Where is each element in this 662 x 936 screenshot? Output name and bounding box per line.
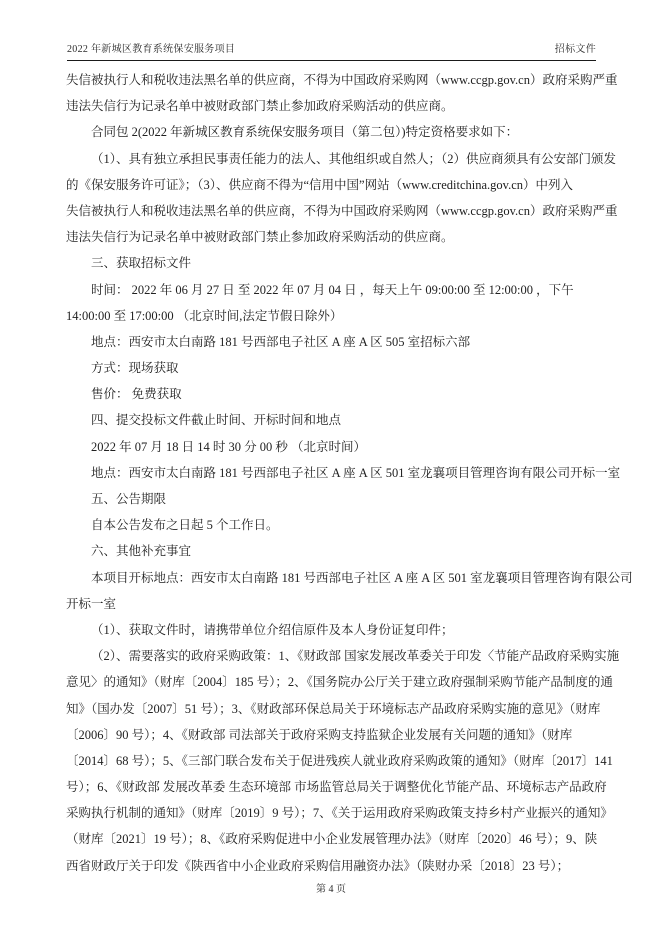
text-line: （财库〔2021〕19 号）；8、《政府采购促进中小企业发展管理办法》（财库〔2020〕46 号）；9、陕 <box>66 832 598 847</box>
text-line: 采购执行机制的通知》（财库〔2019〕9 号）；7、《关于运用政府采购政策支持乡村产业振兴的通知》 <box>66 806 613 821</box>
header-divider <box>67 60 596 61</box>
text-line: 失信被执行人和税收违法黑名单的供应商，不得为中国政府采购网（www.ccgp.gov.cn）政府采购严重 <box>66 73 618 87</box>
text-line: 地点：西安市太白南路 181 号西部电子社区 A 座 A 区 501 室龙襄项目管理咨询有限公司开标一室 <box>91 465 621 480</box>
text-line: 西省财政厅关于印发《陕西省中小企业政府采购信用融资办法》（陕财办采〔2018〕23 号）； <box>66 858 570 873</box>
text-line: 号）；6、《财政部 发展改革委 生态环境部 市场监管总局关于调整优化节能产品、环境标志产品政府 <box>66 780 607 795</box>
text-line: 2022 年 07 月 18 日 14 时 30 分 00 秒 （北京时间） <box>91 439 367 454</box>
text-line: （1）、具有独立承担民事责任能力的法人、其他组织或自然人；（2）供应商须具有公安部门颁发 <box>91 151 617 166</box>
text-line: 六、其他补充事宜 <box>91 544 192 559</box>
text-line: 意见〉的通知》（财库〔2004〕185 号）；2、《国务院办公厅关于建立政府强制采购节能产品制度的通 <box>66 675 613 690</box>
text-line: 方式：现场获取 <box>91 361 179 376</box>
text-line: 合同包 2(2022 年新城区教育系统保安服务项目（第二包）)特定资格要求如下： <box>91 125 519 140</box>
text-line: 售价： 免费获取 <box>91 387 182 402</box>
text-line: 〔2014〕68 号）；5、《三部门联合发布关于促进残疾人就业政府采购政策的通知》（财库〔2017〕141 <box>66 753 613 768</box>
document-body <box>66 67 633 879</box>
text-line: 失信被执行人和税收违法黑名单的供应商，不得为中国政府采购网（www.ccgp.gov.cn）政府采购严重 <box>66 203 618 218</box>
header-project-title: 2022 年新城区教育系统保安服务项目 <box>67 44 236 55</box>
text-line: （2）、需要落实的政府采购政策：1、《财政部 国家发展改革委关于印发〈节能产品政府采购实施 <box>91 649 620 664</box>
text-line: 自本公告发布之日起 5 个工作日。 <box>91 518 279 533</box>
page-footer <box>0 880 662 895</box>
text-line: 时间： 2022 年 06 月 27 日 至 2022 年 07 月 04 日 ，每天上午 09:00:00 至 12:00:00 ，下午 <box>91 282 574 297</box>
text-line: 本项目开标地点：西安市太白南路 181 号西部电子社区 A 座 A 区 501 室龙襄项目管理咨询有限公司 <box>91 570 633 585</box>
text-line: 开标一室 <box>66 596 117 611</box>
text-line: 知》（国办发〔2007〕51 号）；3、《财政部环保总局关于环境标志产品政府采购实施的意见》（财库 <box>66 701 601 716</box>
header-doc-type-label: 招标文件 <box>554 44 596 55</box>
text-line: 地点：西安市太白南路 181 号西部电子社区 A 座 A 区 505 室招标六部 <box>91 334 471 349</box>
text-line: 〔2006〕90 号）；4、《财政部 司法部关于政府采购支持监狱企业发展有关问题的通知》（财库 <box>66 727 573 742</box>
text-line: 违法失信行为记录名单中被财政部门禁止参加政府采购活动的供应商。 <box>66 99 454 114</box>
text-line: （1）、获取文件时，请携带单位介绍信原件及本人身份证复印件； <box>91 622 454 637</box>
page-number: 第 4 页 <box>316 884 346 895</box>
text-line: 三、获取招标文件 <box>91 256 192 271</box>
text-line: 的《保安服务许可证》；（3）、供应商不得为“信用中国”网站（www.creditchina.gov.cn）中列入 <box>66 177 574 192</box>
text-line: 四、提交投标文件截止时间、开标时间和地点 <box>91 413 342 428</box>
page-header <box>67 40 596 55</box>
text-line: 五、公告期限 <box>91 492 167 506</box>
text-line: 14:00:00 至 17:00:00 （北京时间,法定节假日除外） <box>66 308 343 323</box>
text-line: 违法失信行为记录名单中被财政部门禁止参加政府采购活动的供应商。 <box>66 230 454 245</box>
